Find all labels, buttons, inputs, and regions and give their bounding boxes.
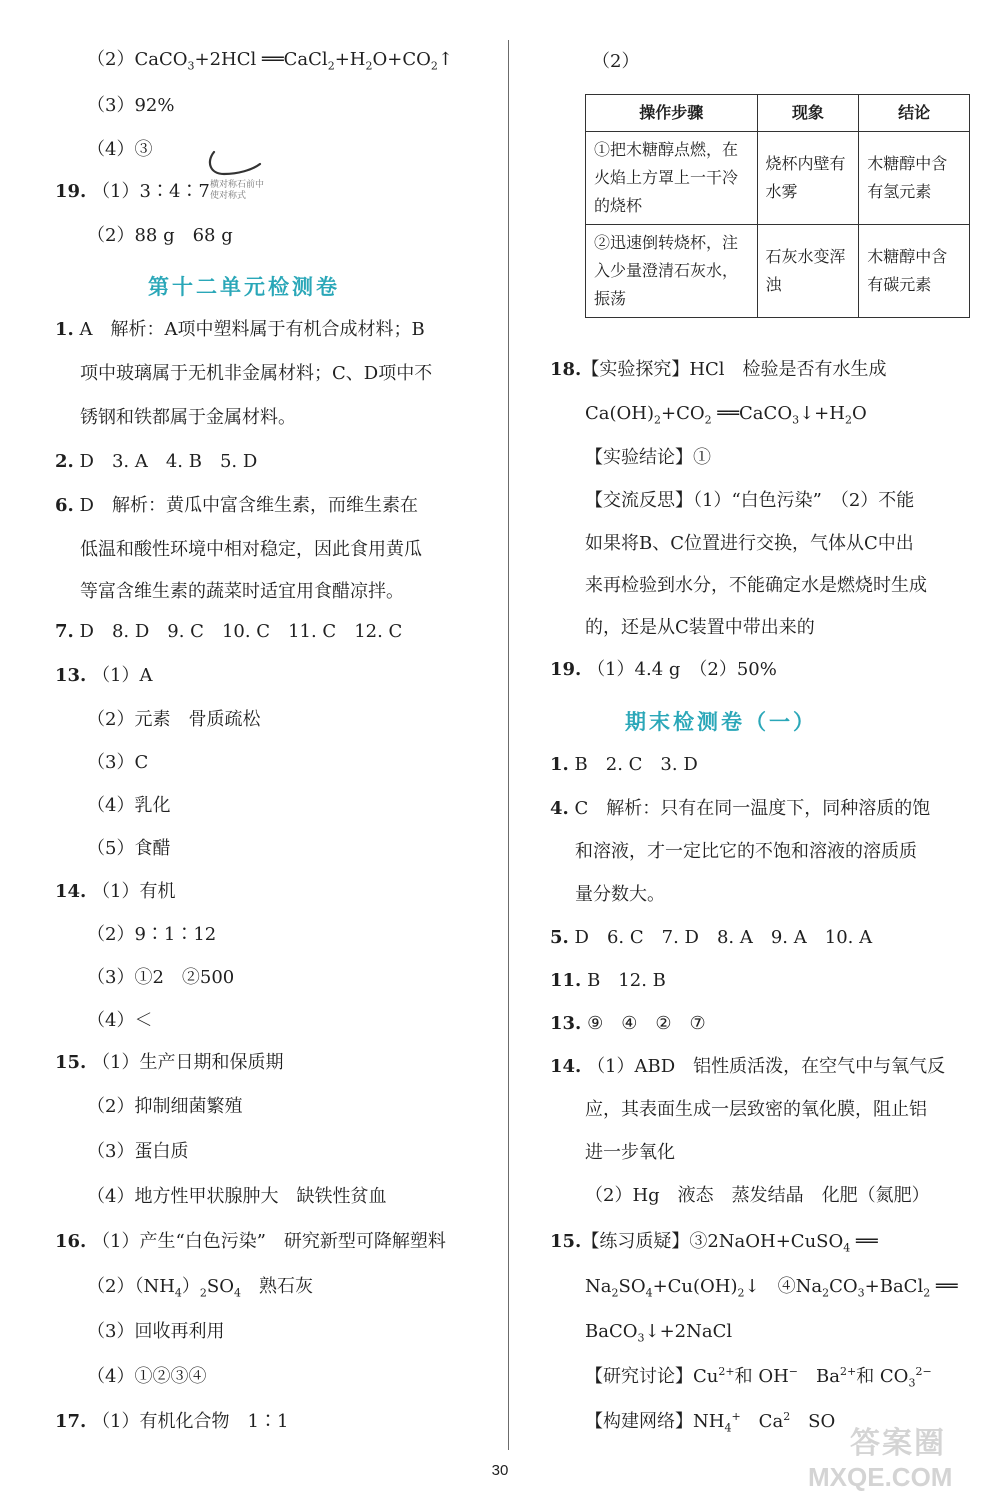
answer-line: （2）Hg 液态 蒸发结晶 化肥（氮肥） xyxy=(585,1185,930,1206)
answer-line: $Na_2SO_4+Cu(OH)_2↓$ $④Na_2CO_3+BaCl_2$ ══ xyxy=(585,1276,958,1300)
question-15: 15. （1）生产日期和保质期 xyxy=(55,1052,284,1073)
answer-line: 【构建网络】$NH_4^+$ Ca$^2$ SO xyxy=(585,1410,836,1435)
table-header: 结论 xyxy=(859,95,970,132)
handwritten-check-mark xyxy=(200,148,264,180)
table-header: 现象 xyxy=(757,95,859,132)
question-19: 19. （1）4.4 g （2）50% xyxy=(550,659,777,680)
answer-line: 【研究讨论】$Cu^{2+}$和 OH− $Ba^{2+}$和 $CO_3^{2-}$ xyxy=(585,1365,932,1390)
table-header-row xyxy=(586,95,970,132)
question-15: 15.【练习质疑】③2NaOH+CuSO$_4$ ══ xyxy=(550,1231,878,1255)
answer-line: 如果将B、C位置进行交换，气体从C中出 xyxy=(585,533,914,554)
table-row xyxy=(586,225,970,318)
answer-line: （2）元素 骨质疏松 xyxy=(87,709,261,730)
answer-line: 和溶液，才一定比它的不饱和溶液的溶质质 xyxy=(575,841,917,862)
answer-line: （3）C xyxy=(87,752,149,773)
table-cell: 石灰水变浑浊 xyxy=(757,225,859,318)
question-4: 4. C 解析：只有在同一温度下，同种溶质的饱 xyxy=(550,798,931,819)
answer-line: 应，其表面生成一层致密的氧化膜，阻止铝 xyxy=(585,1099,927,1120)
question-14: 14. （1）ABD 铝性质活泼，在空气中与氧气反 xyxy=(550,1056,946,1077)
question-7: 7. D 8. D 9. C 10. C 11. C 12. C xyxy=(55,621,403,642)
answer-line: （4）①②③④ xyxy=(87,1366,207,1387)
question-2: 2. D 3. A 4. B 5. D xyxy=(55,451,258,472)
table-row xyxy=(586,132,970,225)
answer-line: 【实验结论】① xyxy=(585,447,711,468)
answer-line: 进一步氧化 xyxy=(585,1142,675,1163)
answer-line: （4）乳化 xyxy=(87,795,171,816)
answer-line: （2）9∶1∶12 xyxy=(87,924,217,945)
question-5: 5. D 6. C 7. D 8. A 9. A 10. A xyxy=(550,927,873,948)
question-13: 13. （1）A xyxy=(55,665,153,686)
watermark-text: MXQE.COM xyxy=(808,1462,953,1492)
answer-line: （2）88 g 68 g xyxy=(87,225,233,246)
question-6: 6. D 解析：黄瓜中富含维生素，而维生素在 xyxy=(55,495,418,516)
question-17: 17. （1）有机化合物 1∶1 xyxy=(55,1411,289,1432)
watermark-logo: 答案圈 xyxy=(850,1427,946,1460)
answer-line: （2） xyxy=(592,51,640,72)
answer-line: （2）抑制细菌繁殖 xyxy=(87,1096,243,1117)
section-heading: 期末检测卷（一） xyxy=(625,709,817,734)
answer-line: 来再检验到水分，不能确定水是燃烧时生成 xyxy=(585,575,927,596)
table-cell: ①把木糖醇点燃，在火焰上方罩上一干冷的烧杯 xyxy=(586,132,758,225)
answer-line: （3）回收再利用 xyxy=(87,1321,225,1342)
page-number: 30 xyxy=(491,1462,509,1479)
section-heading: 第十二单元检测卷 xyxy=(148,274,340,299)
answer-line: （4）③ xyxy=(87,139,153,160)
answer-line: $Ca(OH)_2+CO_2$ $══CaCO_3↓+H_2O$ xyxy=(585,403,867,427)
handwritten-scribble: 横对称石前中 使对称式 xyxy=(210,180,265,201)
table-cell: 木糖醇中含有碳元素 xyxy=(859,225,970,318)
question-19: 19. （1）3∶4∶7 xyxy=(55,181,210,202)
table-header: 操作步骤 xyxy=(586,95,758,132)
answer-line: （3）92% xyxy=(87,95,175,116)
answer-line: （4）＜ xyxy=(87,1010,153,1031)
answer-line: BaCO$_3$↓+2NaCl xyxy=(585,1321,733,1345)
question-14: 14. （1）有机 xyxy=(55,881,176,902)
answer-line: 低温和酸性环境中相对稳定，因此食用黄瓜 xyxy=(80,539,422,560)
answer-line: （3）蛋白质 xyxy=(87,1141,189,1162)
answer-line: 的，还是从C装置中带出来的 xyxy=(585,617,815,638)
table-cell: 木糖醇中含有氢元素 xyxy=(859,132,970,225)
answer-line: 等富含维生素的蔬菜时适宜用食醋凉拌。 xyxy=(80,581,404,602)
table-cell: ②迅速倒转烧杯，注入少量澄清石灰水，振荡 xyxy=(586,225,758,318)
answer-line: $(2)(NH_4)_2SO_4$ 熟石灰 xyxy=(87,1276,313,1300)
question-1: 1. A 解析：A项中塑料属于有机合成材料；B xyxy=(55,319,425,340)
answer-line: 锈钢和铁都属于金属材料。 xyxy=(80,407,296,428)
answer-line: 项中玻璃属于无机非金属材料；C、D项中不 xyxy=(80,363,433,384)
answer-line: （4）地方性甲状腺肿大 缺铁性贫血 xyxy=(87,1186,387,1207)
table-cell: 烧杯内壁有水雾 xyxy=(757,132,859,225)
right-column xyxy=(505,0,1000,1500)
answer-line: 【交流反思】（1）“白色污染” （2）不能 xyxy=(585,490,915,511)
answer-line: 量分数大。 xyxy=(575,884,665,905)
experiment-table xyxy=(585,94,970,318)
question-1: 1. B 2. C 3. D xyxy=(550,754,698,775)
answer-line: （2）CaCO$_3$+2HCl $══CaCl_2+H_2O+CO_2↑$ xyxy=(87,49,453,73)
answer-line: （3）①2 ②500 xyxy=(87,967,235,988)
question-13: 13. ⑨ ④ ② ⑦ xyxy=(550,1013,706,1034)
question-18: 18.【实验探究】HCl 检验是否有水生成 xyxy=(550,359,887,380)
question-16: 16. （1）产生“白色污染” 研究新型可降解塑料 xyxy=(55,1231,446,1252)
answer-line: （5）食醋 xyxy=(87,838,171,859)
question-11: 11. B 12. B xyxy=(550,970,666,991)
